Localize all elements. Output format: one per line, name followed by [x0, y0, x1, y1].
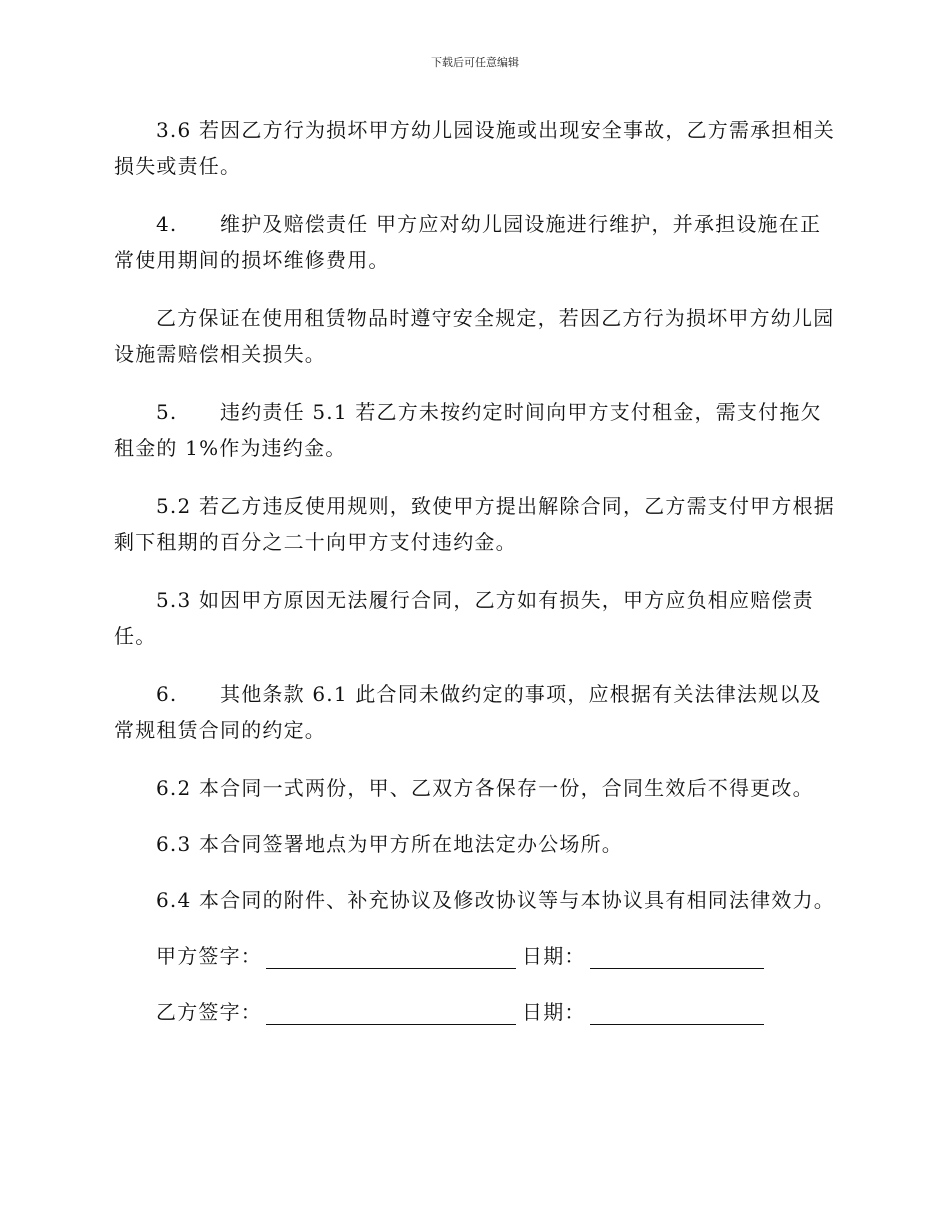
- clause-text: 乙方保证在使用租赁物品时遵守安全规定，若因乙方行为损坏甲方幼儿园设施需赔偿相关损失。: [114, 306, 835, 366]
- party-b-date-field[interactable]: [590, 998, 764, 1025]
- clause-5: [114, 394, 840, 466]
- party-b-signature-field[interactable]: [266, 998, 516, 1025]
- clause-text: 5.3 如因甲方原因无法履行合同，乙方如有损失，甲方应负相应赔偿责任。: [114, 588, 814, 648]
- header-note: 下载后可任意编辑: [431, 56, 519, 69]
- party-b-date-label: 日期：: [522, 1000, 586, 1024]
- clause-text: 6.4 本合同的附件、补充协议及修改协议等与本协议具有相同法律效力。: [156, 888, 835, 912]
- clause-text: 维护及赔偿责任 甲方应对幼儿园设施进行维护，并承担设施在正常使用期间的损坏维修费用。: [114, 212, 822, 272]
- party-b-signature-label: 乙方签字：: [156, 1000, 262, 1024]
- party-a-date-field[interactable]: [590, 942, 764, 969]
- party-a-date-label: 日期：: [522, 944, 586, 968]
- party-a-signature-field[interactable]: [266, 942, 516, 969]
- clause-text: 其他条款 6.1 此合同未做约定的事项，应根据有关法律法规以及常规租赁合同的约定。: [114, 682, 822, 742]
- clause-6: [114, 676, 840, 748]
- signature-row-party-b: [114, 994, 840, 1030]
- signature-row-party-a: [114, 938, 840, 974]
- contract-body: [114, 112, 840, 1050]
- clause-4: [114, 206, 840, 278]
- clause-text: 6.3 本合同签署地点为甲方所在地法定办公场所。: [156, 832, 623, 856]
- clause-6-2: [114, 770, 840, 806]
- party-a-signature-label: 甲方签字：: [156, 944, 262, 968]
- clause-text: 5.2 若乙方违反使用规则，致使甲方提出解除合同，乙方需支付甲方根据剩下租期的百分之二十向甲方支付违约金。: [114, 494, 835, 554]
- clause-6-4: [114, 882, 840, 918]
- clause-3-6: [114, 112, 840, 184]
- clause-text: 违约责任 5.1 若乙方未按约定时间向甲方支付租金，需支付拖欠租金的 1%作为违约金。: [114, 400, 822, 460]
- clause-text: 6.2 本合同一式两份，甲、乙双方各保存一份，合同生效后不得更改。: [156, 776, 814, 800]
- clause-number: 6.: [156, 682, 178, 706]
- clause-5-3: [114, 582, 840, 654]
- clause-6-3: [114, 826, 840, 862]
- clause-number: 5.: [156, 400, 178, 424]
- clause-4-guarantee: [114, 300, 840, 372]
- clause-5-2: [114, 488, 840, 560]
- clause-number: 4.: [156, 212, 178, 236]
- clause-text: 3.6 若因乙方行为损坏甲方幼儿园设施或出现安全事故，乙方需承担相关损失或责任。: [114, 118, 835, 178]
